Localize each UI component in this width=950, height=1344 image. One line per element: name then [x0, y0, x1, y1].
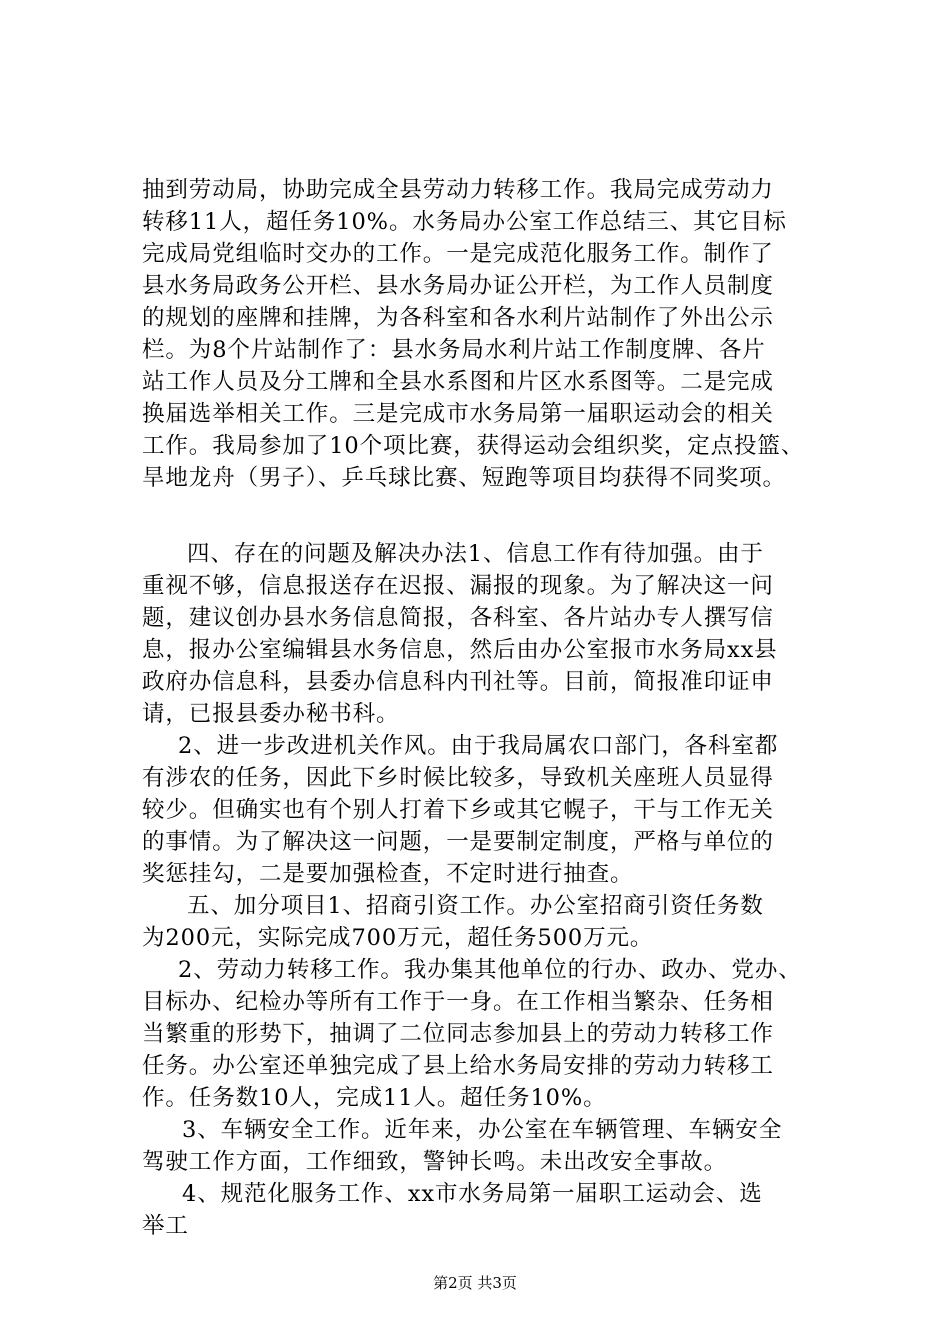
text-line: 旱地龙舟（男子）、乒乓球比赛、短跑等项目均获得不同奖项。	[142, 465, 786, 491]
text-line: 3、车辆安全工作。近年来，办公室在车辆管理、车辆安全	[182, 1117, 783, 1143]
text-line: 奖惩挂勾，二是要加强检查，不定时进行抽查。	[142, 861, 634, 887]
text-line: 4、规范化服务工作、xx市水务局第一届职工运动会、选	[182, 1181, 763, 1207]
text-line: 目标办、纪检办等所有工作于一身。在工作相当繁杂、任务相	[142, 989, 774, 1015]
text-line: 站工作人员及分工牌和全县水系图和片区水系图等。二是完成	[142, 369, 774, 395]
text-line: 驾驶工作方面，工作细致，警钟长鸣。未出改安全事故。	[142, 1149, 728, 1175]
paragraph-4	[142, 890, 850, 954]
text-line: 的规划的座牌和挂牌，为各科室和各水利片站制作了外出公示	[142, 305, 774, 331]
text-line: 政府办信息科，县委办信息科内刊社等。目前，简报准印证申	[142, 669, 774, 695]
paragraph-2	[142, 538, 850, 730]
paragraph-spacer	[142, 494, 850, 538]
text-line: 转移11人，超任务10%。水务局办公室工作总结三、其它目标	[142, 209, 787, 235]
text-line: 任务。办公室还单独完成了县上给水务局安排的劳动力转移工	[142, 1053, 774, 1079]
text-line: 举工	[142, 1213, 189, 1239]
paragraph-7	[142, 1178, 850, 1242]
text-line: 四、存在的问题及解决办法1、信息工作有待加强。由于	[187, 541, 764, 567]
text-line: 请，已报县委办秘书科。	[142, 701, 400, 727]
text-line: 有涉农的任务，因此下乡时候比较多，导致机关座班人员显得	[142, 765, 774, 791]
text-line: 工作。我局参加了10个项比赛，获得运动会组织奖，定点投篮、	[142, 433, 805, 459]
text-line: 息，报办公室编辑县水务信息，然后由办公室报市水务局xx县	[142, 637, 778, 663]
paragraph-6	[142, 1114, 850, 1178]
document-body	[142, 174, 850, 1242]
text-line: 栏。为8个片站制作了：县水务局水利片站工作制度牌、各片	[142, 337, 766, 363]
text-line: 完成局党组临时交办的工作。一是完成范化服务工作。制作了	[142, 241, 774, 267]
text-line: 为200元，实际完成700万元，超任务500万元。	[142, 925, 654, 951]
text-line: 2、劳动力转移工作。我办集其他单位的行办、政办、党办、	[178, 957, 802, 983]
text-line: 的事情。为了解决这一问题，一是要制定制度，严格与单位的	[142, 829, 774, 855]
text-line: 抽到劳动局，协助完成全县劳动力转移工作。我局完成劳动力	[142, 177, 774, 203]
text-line: 题，建议创办县水务信息简报，各科室、各片站办专人撰写信	[142, 605, 774, 631]
text-line: 五、加分项目1、招商引资工作。办公室招商引资任务数	[187, 893, 764, 919]
text-line: 换届选举相关工作。三是完成市水务局第一届职运动会的相关	[142, 401, 774, 427]
text-line: 2、进一步改进机关作风。由于我局属农口部门，各科室都	[178, 733, 779, 759]
paragraph-5	[142, 954, 850, 1114]
text-line: 当繁重的形势下，抽调了二位同志参加县上的劳动力转移工作	[142, 1021, 774, 1047]
text-line: 作。任务数10人，完成11人。超任务10%。	[142, 1085, 607, 1111]
page-number-footer: 第2页 共3页	[433, 1274, 517, 1292]
text-line: 较少。但确实也有个别人打着下乡或其它幌子，干与工作无关	[142, 797, 774, 823]
paragraph-1	[142, 174, 850, 494]
paragraph-3	[142, 730, 850, 890]
text-line: 重视不够，信息报送存在迟报、漏报的现象。为了解决这一问	[142, 573, 774, 599]
text-line: 县水务局政务公开栏、县水务局办证公开栏，为工作人员制度	[142, 273, 774, 299]
